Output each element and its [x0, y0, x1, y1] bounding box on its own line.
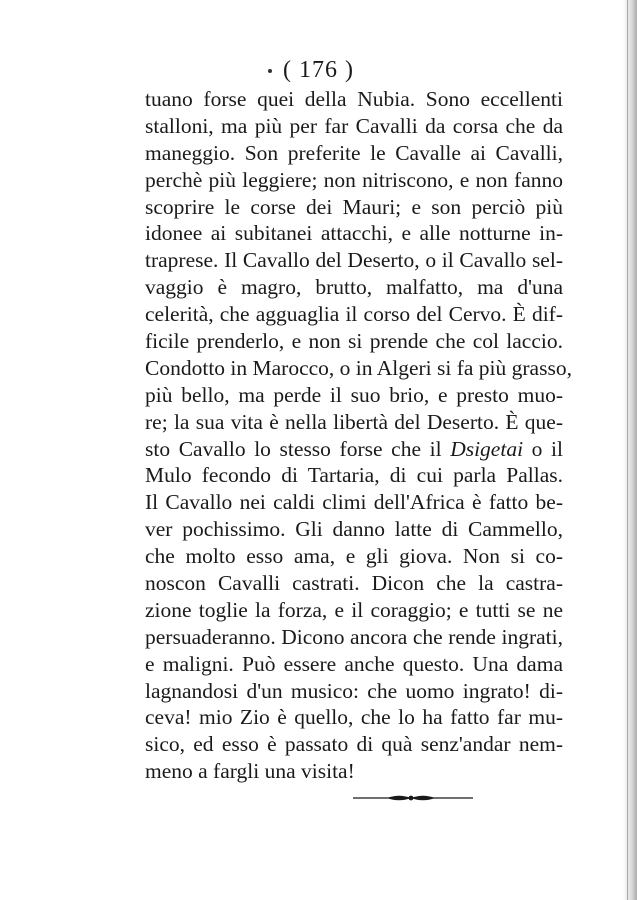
text-line-24: ceva! mio Zio è quello, che lo ha fatto far mu- [145, 705, 563, 730]
text-line-1: tuano forse quei della Nubia. Sono eccellenti [145, 87, 563, 111]
text-line-5: scoprire le corse dei Mauri; e son perciò più [145, 194, 563, 219]
italic-term: Dsigetai [450, 436, 524, 461]
text-line-18: che molto esso ama, e gli giova. Non si co- [145, 544, 563, 569]
text-line-8: vaggio è magro, brutto, malfatto, ma d'una [145, 275, 563, 300]
text-line-6: idonee ai subitanei attacchi, e alle notturne in- [145, 221, 563, 246]
text-line-12: più bello, ma perde il suo brio, e presto muo- [145, 382, 563, 407]
text-line-16: Il Cavallo nei caldi climi dell'Africa è fatto be- [145, 490, 563, 515]
page-edge-shadow [623, 0, 637, 900]
text-line-21: persuaderanno. Dicono ancora che rende ingrati, [145, 624, 563, 649]
text-line-2: stalloni, ma più per far Cavalli da corsa che da [145, 113, 563, 138]
text-line-20: zione toglie la forza, e il coraggio; e tutti se ne [145, 597, 563, 622]
text-line-11: Condotto in Marocco, o in Algeri si fa più grasso, [145, 355, 572, 380]
header-dot [268, 69, 272, 73]
text-line-17: ver pochissimo. Gli danno latte di Cammello, [145, 517, 563, 542]
text-line-13: re; la sua vita è nella libertà del Deserto. È que- [145, 409, 563, 434]
text-line-10: ficile prenderlo, e non si prende che col laccio. [145, 329, 563, 354]
text-line-26: meno a fargli una visita! [145, 759, 355, 784]
text-line-23: lagnandosi d'un musico: che uomo ingrato! di- [145, 678, 563, 703]
text-line-25: sico, ed esso è passato di quà senz'andar nem- [145, 732, 563, 757]
text-line-15: Mulo fecondo di Tartaria, di cui parla Pallas. [145, 463, 563, 488]
page-number: ( 176 ) [283, 57, 354, 83]
body-text [145, 86, 572, 785]
text-line-19: noscon Cavalli castrati. Dicon che la castra- [145, 571, 563, 596]
text-line-9: celerità, che agguaglia il corso del Cervo. È dif- [145, 302, 563, 327]
page-header [0, 57, 637, 84]
text-line-3: maneggio. Son preferite le Cavalle ai Cavalli, [145, 140, 563, 165]
text-line-7: traprese. Il Cavallo del Deserto, o il Cavallo sel- [145, 248, 563, 273]
text-line-14: sto Cavallo lo stesso forse che il Dsigetai o il [145, 436, 563, 461]
text-line-22: e maligni. Può essere anche questo. Una dama [145, 651, 563, 676]
text-line-4: perchè più leggiere; non nitriscono, e non fanno [145, 167, 563, 192]
end-ornament [353, 792, 473, 804]
page-edge-line [627, 0, 628, 900]
